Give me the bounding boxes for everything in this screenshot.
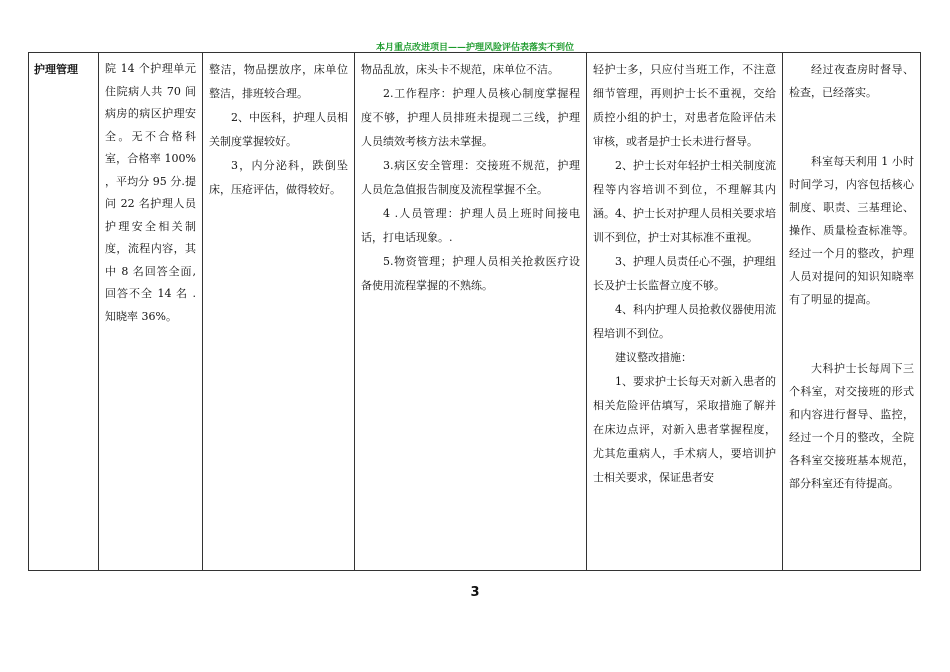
problem-item: 5.物资管理；护理人员相关抢救医疗设备使用流程掌握的不熟练。	[361, 255, 580, 292]
page-title: 本月重点改进项目——护理风险评估表落实不到位	[375, 43, 574, 53]
cause-item: 轻护士多，只应付当班工作，不注意细节管理，再则护士长不重视，交给质控小组的护士，对患者危险评估未审核，或者是护士长未进行督导。	[593, 63, 776, 148]
page-number: 3	[470, 585, 480, 600]
improvement-table	[28, 52, 921, 571]
inspection-summary-text: 院 14 个护理单元住院病人共 70 间病房的病区护理安全。无不合格科室，合格率 100% ，平均分 95 分.提问 22 名护理人员护理安全相关制度，流程内容，其中 8 名回答全面,回答不全 14 名 . 知晓率 36%。	[105, 62, 196, 323]
measure-item: 1、要求护士长每天对新入患者的相关危险评估填写，采取措施了解并在床边点评，对新入患者掌握程度，尤其危重病人，手术病人，要培训护士相关要求，保证患者安	[593, 375, 776, 484]
result-item: 科室每天利用 1 小时时间学习，内容包括核心制度、职责、三基理论、操作、质量检查标准等。经过一个月的整改，护理人员对提问的知识知晓率有了明显的提高。	[789, 155, 914, 306]
cause-analysis-cell	[587, 53, 783, 571]
good-practice-item: 整洁，物品摆放序，床单位整洁，排班较合理。	[209, 63, 348, 100]
problem-item: 3.病区安全管理：交接班不规范，护理人员危急值报告制度及流程掌握不全。	[361, 159, 580, 196]
cause-item: 2、护士长对年轻护士相关制度流程等内容培训不到位，不理解其内涵。4、护士长对护理人员相关要求培训不到位，护士对其标准不重视。	[593, 159, 776, 244]
problems-cell	[355, 53, 587, 571]
cause-item: 3、护理人员责任心不强，护理组长及护士长监督立度不够。	[593, 255, 776, 292]
cause-item: 4、科内护理人员抢救仪器使用流程培训不到位。	[593, 303, 776, 340]
problem-item: 2.工作程序：护理人员核心制度掌握程度不够，护理人员排班未提现二三线，护理人员绩效考核方法未掌握。	[361, 87, 580, 148]
category-cell: 护理管理	[29, 53, 99, 571]
measures-heading: 建议整改措施：	[615, 351, 692, 364]
good-practice-cell	[203, 53, 355, 571]
problem-item: 4 .人员管理：护理人员上班时间接电话，打电话现象。.	[361, 207, 580, 244]
results-cell	[783, 53, 921, 571]
good-practice-item: 2、中医科，护理人员相关制度掌握较好。	[209, 111, 348, 148]
result-item: 经过夜查房时督导、检查，已经落实。	[789, 63, 914, 99]
good-practice-item: 3，内分泌科，跌倒坠床，压疮评估，做得较好。	[209, 159, 348, 196]
result-item: 大科护士长每周下三个科室，对交接班的形式和内容进行督导、监控，经过一个月的整改，全院各科室交接班基本规范，部分科室还有待提高。	[789, 362, 914, 490]
problem-item: 物品乱放，床头卡不规范，床单位不洁。	[361, 63, 559, 76]
table-row	[29, 53, 921, 571]
inspection-summary-cell	[99, 53, 203, 571]
